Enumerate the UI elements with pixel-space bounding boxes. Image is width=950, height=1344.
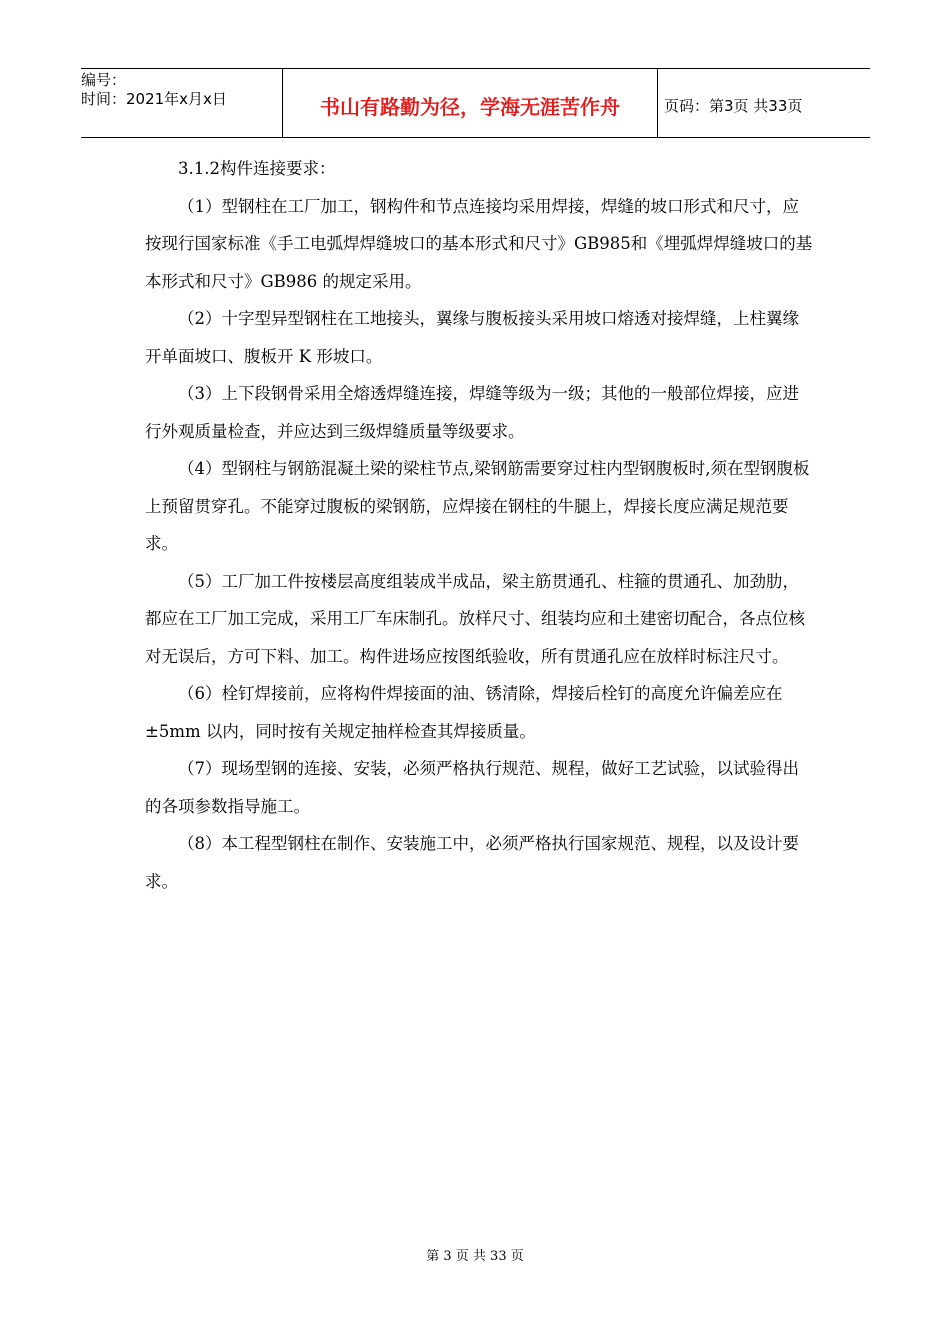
document-date-label: 时间：2021年x月x日 <box>81 90 227 108</box>
document-body <box>145 150 815 900</box>
header-meta <box>81 69 283 137</box>
header-motto: 书山有路勤为径，学海无涯苦作舟 <box>283 69 658 137</box>
paragraph-3: （3）上下段钢骨采用全熔透焊缝连接，焊缝等级为一级；其他的一般部位焊接，应进行外观质量检查，并应达到三级焊缝质量等级要求。 <box>145 384 799 441</box>
paragraph-7: （7）现场型钢的连接、安装，必须严格执行规范、规程，做好工艺试验，以试验得出的各项参数指导施工。 <box>145 759 799 816</box>
header-page-info: 页码：第3页 共33页 <box>664 96 803 115</box>
document-number-label: 编号： <box>81 71 127 89</box>
paragraph-5: （5）工厂加工件按楼层高度组装成半成品，梁主筋贯通孔、柱箍的贯通孔、加劲肋，都应在工厂加工完成，采用工厂车床制孔。放样尺寸、组装均应和土建密切配合，各点位核对无误后，方可下料、加工。构件进场应按图纸验收，所有贯通孔应在放样时标注尺寸。 <box>145 571 805 666</box>
page-header <box>81 68 870 138</box>
paragraph-6: （6）栓钉焊接前，应将构件焊接面的油、锈清除，焊接后栓钉的高度允许偏差应在 ±5mm 以内，同时按有关规定抽样检查其焊接质量。 <box>145 684 783 741</box>
page-footer: 第 3 页 共 33 页 <box>426 1249 524 1264</box>
section-heading: 3.1.2构件连接要求： <box>178 159 336 178</box>
paragraph-4: （4）型钢柱与钢筋混凝土梁的梁柱节点,梁钢筋需要穿过柱内型钢腹板时,须在型钢腹板上预留贯穿孔。不能穿过腹板的梁钢筋，应焊接在钢柱的牛腿上，焊接长度应满足规范要求。 <box>145 459 810 553</box>
paragraph-2: （2）十字型异型钢柱在工地接头，翼缘与腹板接头采用坡口熔透对接焊缝，上柱翼缘开单面坡口、腹板开 K 形坡口。 <box>145 309 799 366</box>
paragraph-1: （1）型钢柱在工厂加工，钢构件和节点连接均采用焊接，焊缝的坡口形式和尺寸，应按现行国家标准《手工电弧焊焊缝坡口的基本形式和尺寸》GB985和《埋弧焊焊缝坡口的基本形式和尺寸》GB986 的规定采用。 <box>145 196 813 291</box>
paragraph-8: （8）本工程型钢柱在制作、安装施工中，必须严格执行国家规范、规程，以及设计要求。 <box>145 834 799 891</box>
